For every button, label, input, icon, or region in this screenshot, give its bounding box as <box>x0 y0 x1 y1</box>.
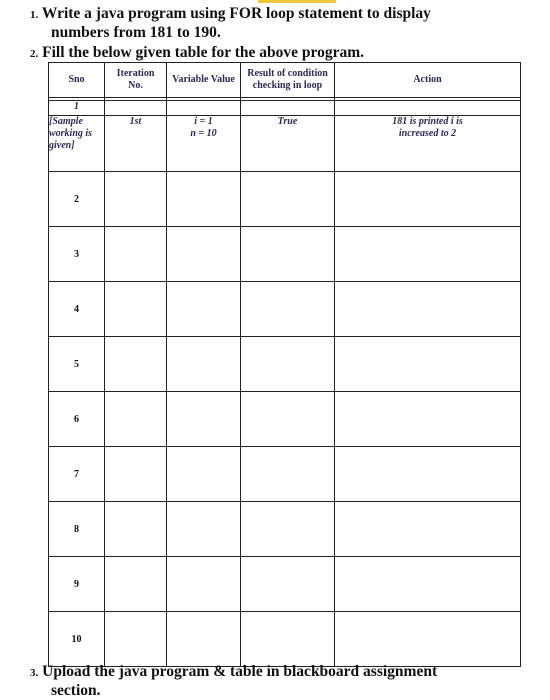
variable-cell[interactable] <box>167 447 241 502</box>
result-cell[interactable] <box>241 337 335 392</box>
iteration-cell[interactable] <box>105 557 167 612</box>
row-sno: 4 <box>49 282 105 337</box>
question-2: 2. Fill the below given table for the above program. <box>30 44 365 61</box>
row-sno: 7 <box>49 447 105 502</box>
iteration-cell[interactable] <box>105 502 167 557</box>
result-cell[interactable] <box>241 557 335 612</box>
table-row <box>49 172 521 227</box>
iteration-cell[interactable] <box>105 612 167 667</box>
table-row <box>49 282 521 337</box>
sample-iteration: 1st <box>105 116 167 172</box>
variable-cell[interactable] <box>167 337 241 392</box>
result-cell[interactable] <box>241 282 335 337</box>
action-cell[interactable] <box>335 502 521 557</box>
row-sno: 10 <box>49 612 105 667</box>
row-sno: 5 <box>49 337 105 392</box>
header-sno: Sno <box>49 63 105 98</box>
question-1: 1. Write a java program using FOR loop statement to display <box>30 5 431 22</box>
iteration-cell[interactable] <box>105 392 167 447</box>
question-3: 3. Upload the java program & table in blackboard assignment <box>30 663 438 680</box>
header-variable-value: Variable Value <box>167 63 241 98</box>
iteration-cell[interactable] <box>105 337 167 392</box>
sample-variable: i = 1 n = 10 <box>167 116 241 172</box>
sample-number-row <box>49 101 521 116</box>
sample-label: [Sample working is given] <box>49 116 105 172</box>
result-cell[interactable] <box>241 502 335 557</box>
action-cell[interactable] <box>335 557 521 612</box>
sample-result: True <box>241 116 335 172</box>
variable-cell[interactable] <box>167 227 241 282</box>
table-row <box>49 227 521 282</box>
action-cell[interactable] <box>335 337 521 392</box>
sample-row <box>49 116 521 172</box>
iteration-cell[interactable] <box>105 172 167 227</box>
result-cell[interactable] <box>241 227 335 282</box>
table-row <box>49 612 521 667</box>
highlight-strip <box>258 0 336 3</box>
action-cell[interactable] <box>335 227 521 282</box>
result-cell[interactable] <box>241 612 335 667</box>
iteration-cell[interactable] <box>105 282 167 337</box>
variable-cell[interactable] <box>167 172 241 227</box>
sample-action: 181 is printed i is increased to 2 <box>335 116 521 172</box>
variable-cell[interactable] <box>167 612 241 667</box>
action-cell[interactable] <box>335 172 521 227</box>
sample-sno-number: 1 <box>49 101 105 116</box>
table-row <box>49 337 521 392</box>
row-sno: 6 <box>49 392 105 447</box>
variable-cell[interactable] <box>167 392 241 447</box>
header-result: Result of condition checking in loop <box>241 63 335 98</box>
iteration-cell[interactable] <box>105 447 167 502</box>
header-action: Action <box>335 63 521 98</box>
variable-cell[interactable] <box>167 502 241 557</box>
table-row <box>49 447 521 502</box>
row-sno: 2 <box>49 172 105 227</box>
question-1-continued: numbers from 181 to 190. <box>51 24 221 41</box>
action-cell[interactable] <box>335 392 521 447</box>
result-cell[interactable] <box>241 447 335 502</box>
row-sno: 3 <box>49 227 105 282</box>
table-row <box>49 502 521 557</box>
header-row <box>49 63 521 98</box>
result-cell[interactable] <box>241 392 335 447</box>
table-row <box>49 557 521 612</box>
loop-table <box>48 62 521 667</box>
action-cell[interactable] <box>335 612 521 667</box>
action-cell[interactable] <box>335 447 521 502</box>
row-sno: 9 <box>49 557 105 612</box>
question-3-continued: section. <box>51 682 101 699</box>
variable-cell[interactable] <box>167 282 241 337</box>
iteration-cell[interactable] <box>105 227 167 282</box>
action-cell[interactable] <box>335 282 521 337</box>
table-row <box>49 392 521 447</box>
row-sno: 8 <box>49 502 105 557</box>
header-iteration: Iteration No. <box>105 63 167 98</box>
variable-cell[interactable] <box>167 557 241 612</box>
result-cell[interactable] <box>241 172 335 227</box>
